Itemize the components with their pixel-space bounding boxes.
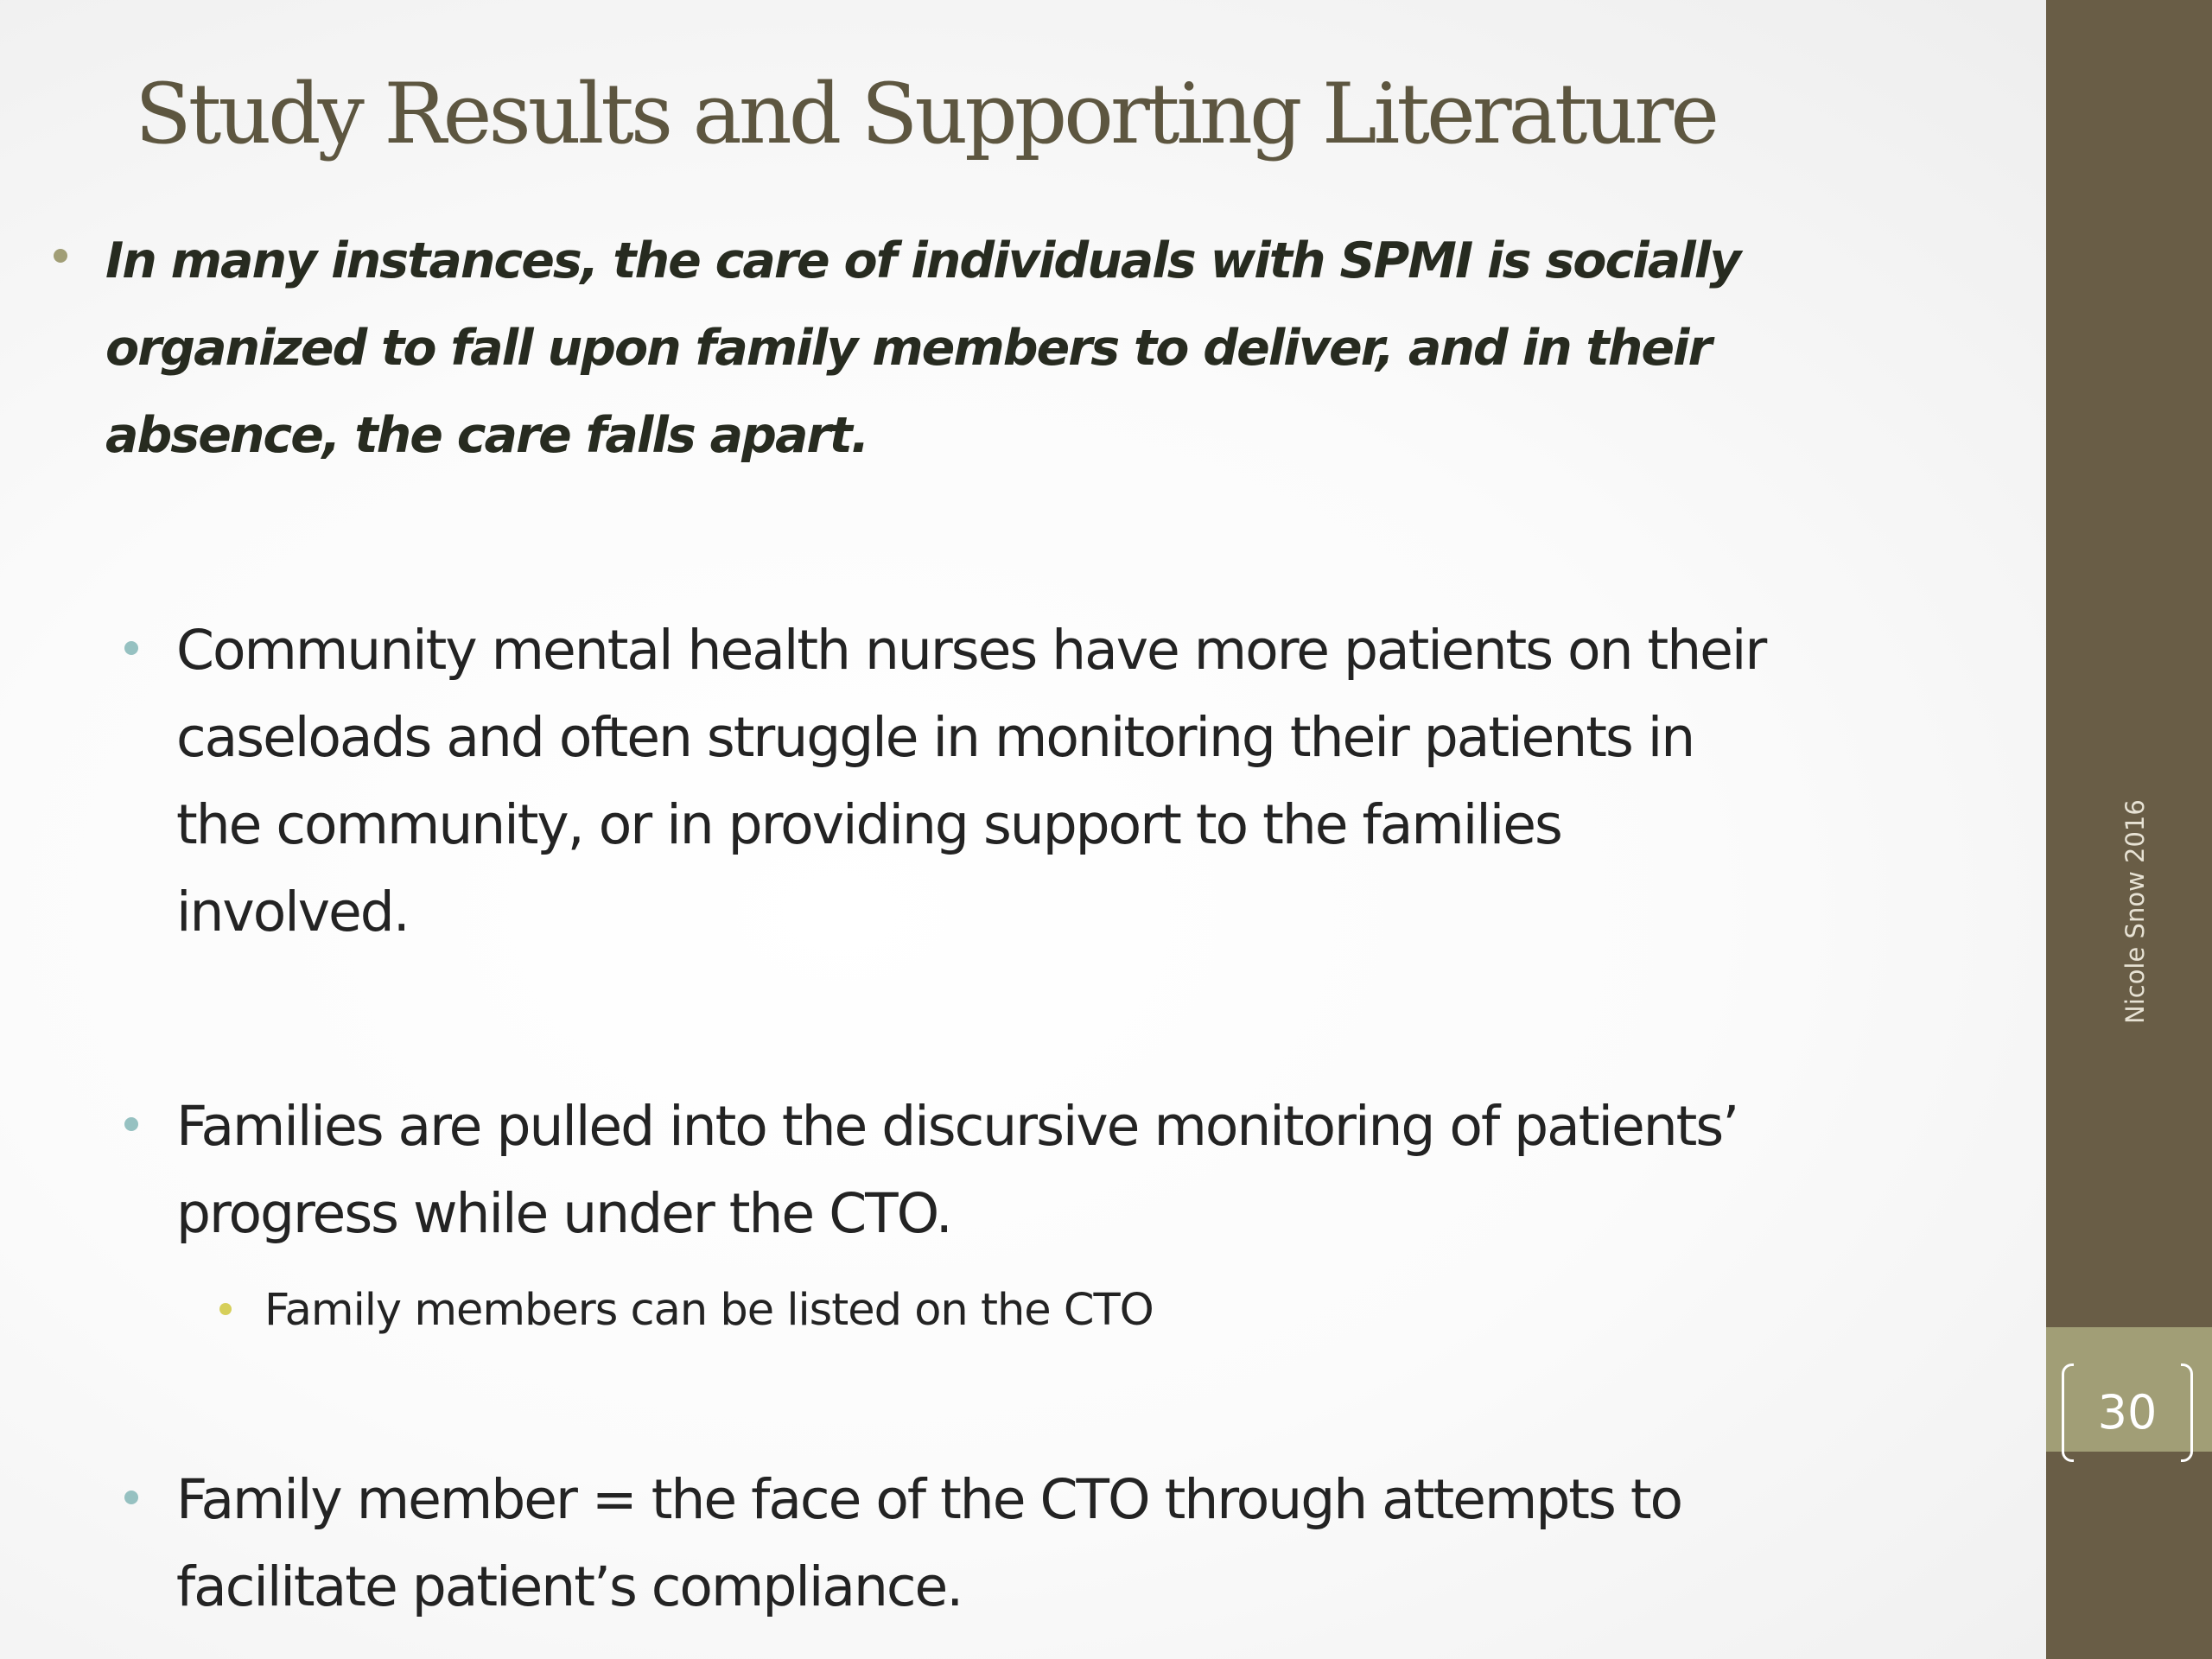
list-item <box>176 1456 2043 1630</box>
lead-bullet <box>105 218 2041 480</box>
list-item-text: Family member = the face of the CTO through attempts to facilitate patient’s compliance. <box>176 1468 1682 1618</box>
page-number: 30 <box>2097 1385 2158 1440</box>
left-bracket-icon <box>2062 1363 2074 1462</box>
list-item-text: Community mental health nurses have more patients on their caseloads and often struggle in monitoring their patients in the community, or in providing support to the families involved. <box>176 619 1766 944</box>
footer-author: Nicole Snow 2016 <box>2120 799 2150 1024</box>
bullet-dot-icon <box>124 1117 138 1131</box>
sub-list-item-text: Family members can be listed on the CTO <box>264 1285 1154 1336</box>
page-title: Study Results and Supporting Literature <box>135 66 1716 162</box>
bullet-dot-icon <box>219 1303 232 1315</box>
bullet-dot-icon <box>54 249 67 263</box>
sub-list-item <box>264 1280 1993 1342</box>
bullet-dot-icon <box>124 641 138 655</box>
list-item <box>176 1083 2043 1257</box>
lead-bullet-text: In many instances, the care of individuals with SPMI is socially organized to fall upon family members to deliver, and in their absence, the care falls apart. <box>105 232 1740 464</box>
bullet-dot-icon <box>124 1491 138 1504</box>
list-item <box>176 607 2043 956</box>
right-bracket-icon <box>2181 1363 2193 1462</box>
list-item-text: Families are pulled into the discursive monitoring of patients’ progress while under the CTO. <box>176 1095 1738 1245</box>
